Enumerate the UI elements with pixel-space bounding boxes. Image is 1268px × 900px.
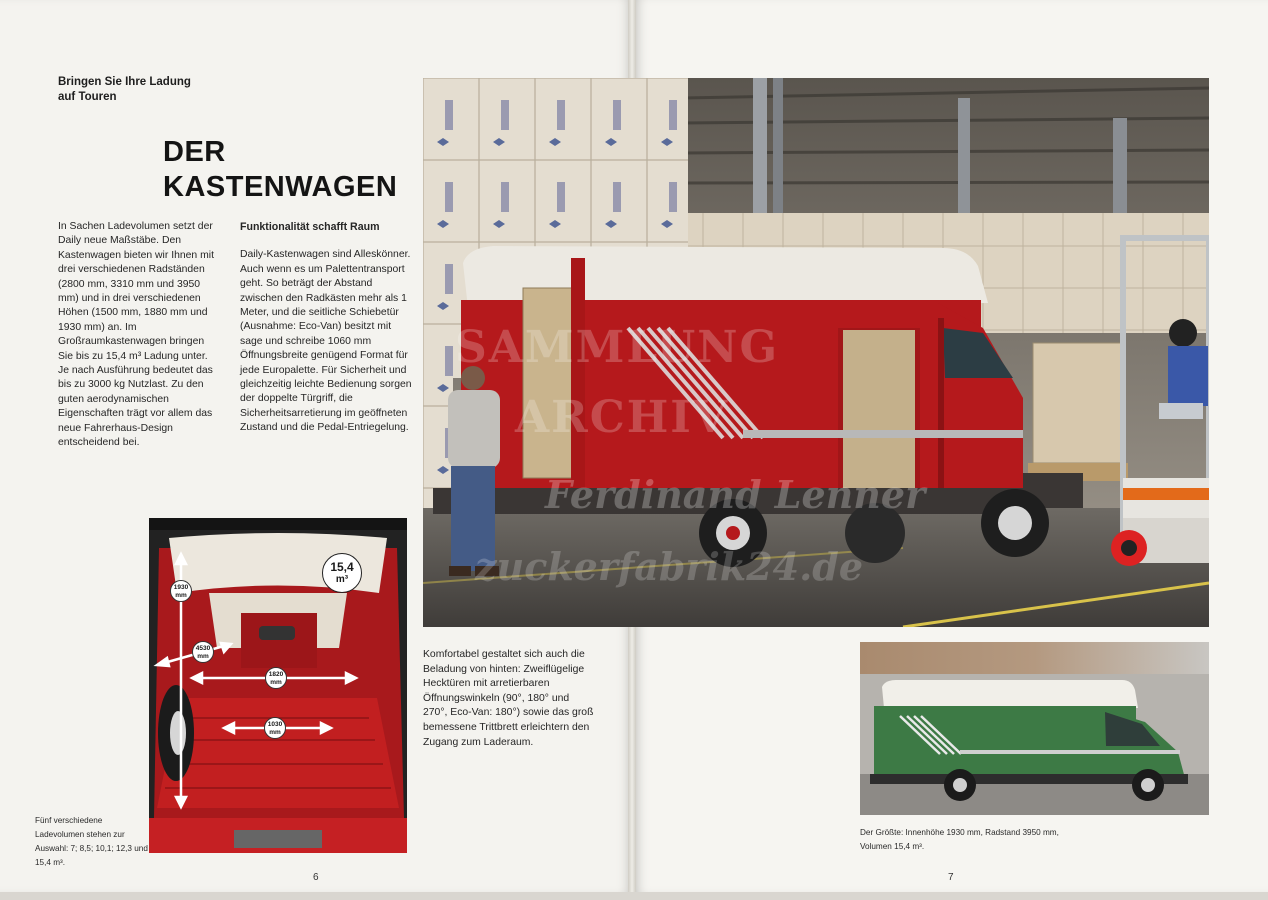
wheelbase-value: 4530 bbox=[195, 645, 211, 652]
functionality-heading: Funktionalität schafft Raum bbox=[240, 221, 380, 233]
volume-value: 15,4 bbox=[330, 560, 354, 574]
green-van-caption: Der Größte: Innenhöhe 1930 mm, Radstand 3950 mm, Volumen 15,4 m³. bbox=[860, 828, 1059, 851]
intro-text: In Sachen Ladevolumen setzt der Daily neue Maßstäbe. Den Kastenwagen bieten wir Ihnen mit drei verschiedenen Radständen (2800 mm, 3310 mm und 3950 mm) und in drei verschiedenen Höhen (1500 mm, 1880 mm und 1930 mm) an. Im Großraumkastenwagen bringen Sie bis zu 15,4 m³ Ladung unter. Je nach Ausführung bedeutet das bis zu 3000 kg Nutzlast. Zu den guten aerodynamischen Eigenschaften trägt vor allem das neue Fahrerhaus-Design entscheidend bei. bbox=[58, 221, 214, 449]
watermark-line-1: SAMMLUNG bbox=[455, 322, 780, 373]
between-unit: mm bbox=[269, 729, 281, 736]
wheelbase-unit: mm bbox=[197, 653, 209, 660]
height-value: 1930 bbox=[173, 584, 189, 591]
page-number-left: 6 bbox=[313, 872, 319, 883]
green-van-photo bbox=[860, 642, 1209, 815]
interior-photo bbox=[149, 518, 407, 853]
length-label bbox=[265, 667, 287, 689]
main-van-photo bbox=[423, 78, 1209, 627]
kicker: Bringen Sie Ihre Ladung auf Touren bbox=[58, 76, 191, 103]
headline: DER KASTENWAGEN bbox=[163, 136, 398, 203]
height-unit: mm bbox=[175, 592, 187, 599]
page-number-right: 7 bbox=[948, 872, 954, 883]
length-unit: mm bbox=[270, 679, 282, 686]
volume-unit: m³ bbox=[335, 574, 349, 585]
interior-caption: Fünf verschiedene Ladevolumen stehen zur Auswahl: 7; 8,5; 10,1; 12,3 und 15,4 m³. bbox=[35, 816, 148, 867]
length-value: 1820 bbox=[268, 671, 284, 678]
volume-badge bbox=[322, 553, 362, 593]
between-value: 1030 bbox=[267, 721, 283, 728]
functionality-column bbox=[240, 220, 412, 436]
watermark-line-2: ARCHIV bbox=[515, 392, 730, 443]
height-label bbox=[170, 580, 192, 602]
functionality-text: Daily-Kastenwagen sind Alleskönner. Auch wenn es um Palettentransport geht. So beträgt der Abstand zwischen den Radkästen mehr als 1 Meter, und die seitliche Schiebetür (Ausnahme: Eco-Van) besitzt mit sage und schreibe 1060 mm Öffnungsbreite genügend Format für jede Europalette. Für Sicherheit und gleichzeitig leichte Bedienung sorgen der doppelte Türgriff, die Sicherheitsarretierung im geöffneten Zustand und die Pedal-Entriegelung. bbox=[240, 249, 412, 434]
watermark-line-3: Ferdinand Lenner bbox=[545, 472, 926, 517]
between-label bbox=[264, 717, 286, 739]
rear-loading-text: Komfortabel gestaltet sich auch die Beladung von hinten: Zweiflügelige Hecktüren mit arretierbaren Öffnungswinkeln (90°, 180° und 270°, Eco-Van: 180°) sowie das groß bemessene Trittbrett erleichtern den Zugang zum Laderaum. bbox=[423, 649, 594, 748]
watermark-line-4: zuckerfabrik24.de bbox=[475, 544, 864, 589]
wheelbase-label bbox=[192, 641, 214, 663]
